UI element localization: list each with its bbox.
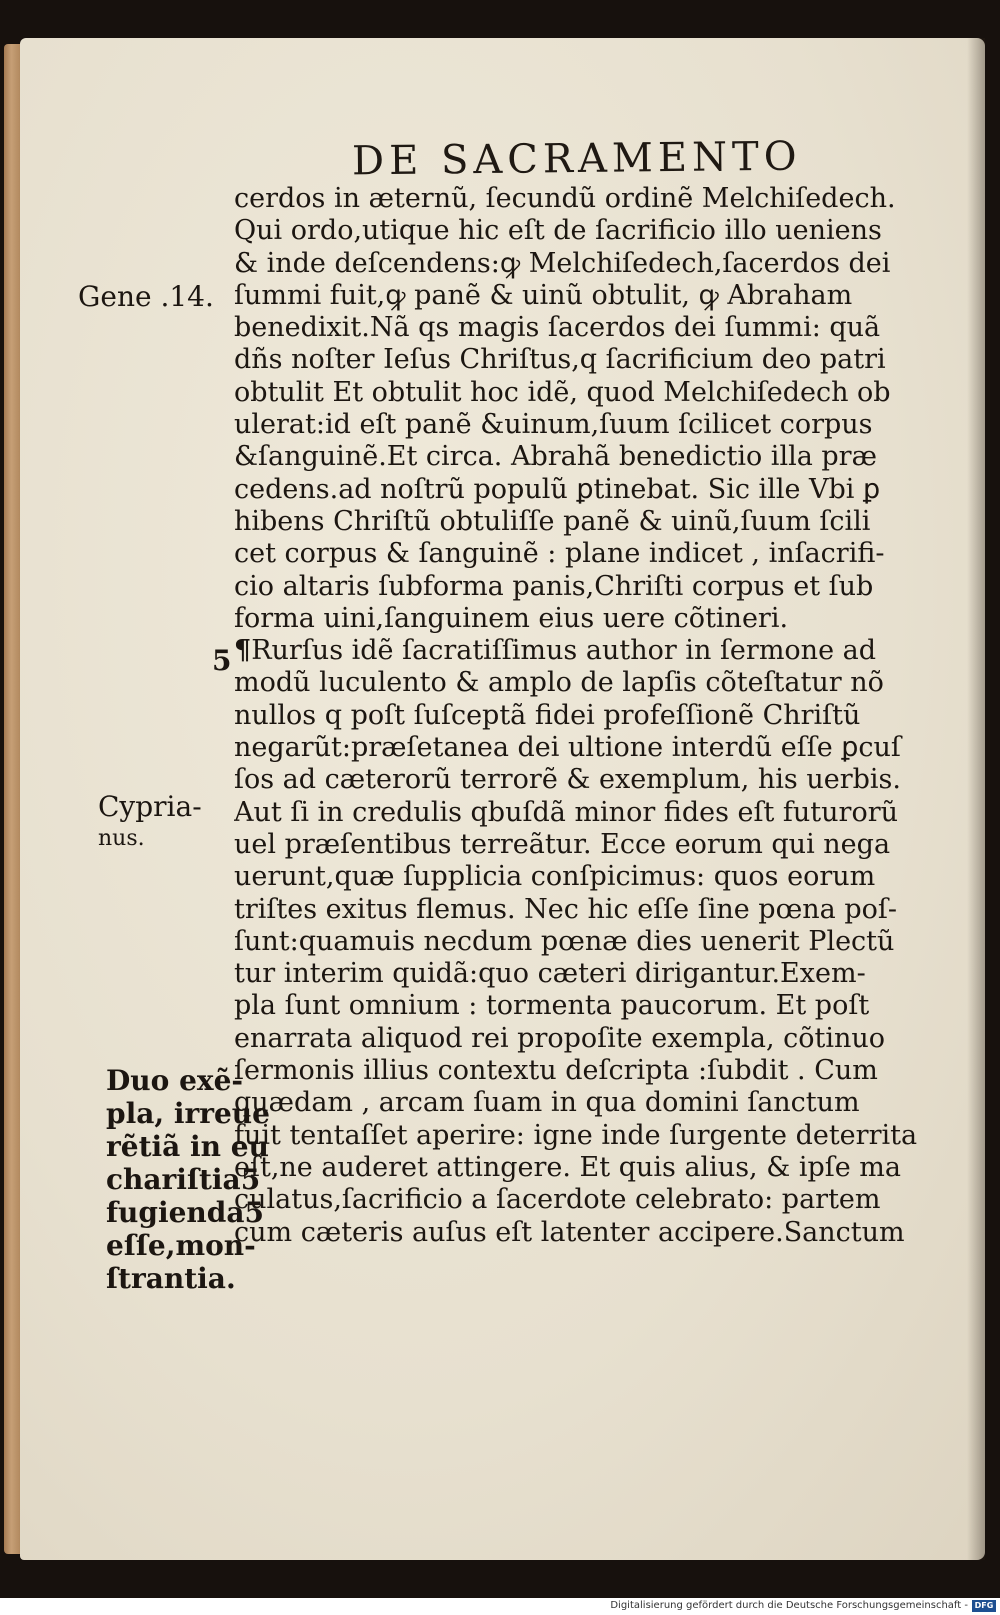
text-line: obtulit Et obtulit hoc idẽ, quod Melchiſedech ob xyxy=(234,376,891,408)
text-line: nullos q poſt ſuſceptã fidei profeſſionẽ Chriſtũ xyxy=(234,699,861,731)
text-line: hibens Chriſtũ obtuliſſe panẽ & uinũ,ſuum ſcili xyxy=(234,505,871,537)
margin-note-duo-1: Duo exẽ- xyxy=(106,1064,244,1097)
text-line: eſt,ne auderet attingere. Et quis alius, & ipſe ma xyxy=(234,1151,902,1183)
margin-note-duo-3: rẽtiã in eu xyxy=(106,1130,269,1163)
text-line-paragraph-start xyxy=(234,635,934,667)
margin-note-duo-5: fugienda5 xyxy=(106,1196,264,1229)
text-line: & inde deſcendens:ꝙ Melchiſedech,ſacerdos dei xyxy=(234,247,891,279)
text-line: pla ſunt omnium : tormenta paucorum. Et poſt xyxy=(234,990,870,1022)
margin-note-duo-6: eſſe,mon- xyxy=(106,1229,256,1262)
text-line: cerdos in æternũ, ſecundũ ordinẽ Melchiſedech. xyxy=(234,183,896,214)
text-line: triſtes exitus flemus. Nec hic eſſe ſine pœna poſ- xyxy=(234,893,898,925)
main-text-block xyxy=(234,183,934,1249)
text-line: dñs noſter Ieſus Chriſtus,q ſacrificium deo patri xyxy=(234,344,886,376)
text-line: enarrata aliquod rei propoſite exempla, cõtinuo xyxy=(234,1022,886,1054)
text-line: cedens.ad noſtrũ populũ ꝑtinebat. Sic ille Vbi ꝑ xyxy=(234,473,881,505)
dfg-logo-icon: DFG xyxy=(972,1600,996,1612)
text-line: tur interim quidã:quo cæteri dirigantur.Exem- xyxy=(234,958,866,990)
page-gutter-shadow xyxy=(967,38,985,1560)
text-line: ſermonis illius contextu deſcripta :ſubdit . Cum xyxy=(234,1055,878,1087)
text-line: culatus,ſacrificio a ſacerdote celebrato: partem xyxy=(234,1184,881,1216)
text-line: Qui ordo,utique hic eſt de ſacrificio illo ueniens xyxy=(234,215,882,247)
section-mark: 5 xyxy=(212,644,232,677)
running-head: DE SACRAMENTO xyxy=(351,133,802,185)
margin-note-cypria-1: Cypria- xyxy=(98,790,202,823)
text-line: ſummi fuit,ꝙ panẽ & uinũ obtulit, ꝙ Abraham xyxy=(234,279,853,311)
text-line: ulerat:id eſt panẽ &uinum,ſuum ſcilicet corpus xyxy=(234,409,873,441)
text-line-content: Rurſus idẽ ſacratiſſimus author in ſermone ad xyxy=(251,635,877,667)
margin-note-duo-7: ſtrantia. xyxy=(106,1262,236,1295)
text-line: ſunt:quamuis necdum pœnæ dies uenerit Plectũ xyxy=(234,925,895,957)
text-line: cio altaris ſubforma panis,Chriſti corpus et ſub xyxy=(234,570,874,602)
digitization-credit: Digitalisierung gefördert durch die Deutsche Forschungsgemeinschaft - xyxy=(610,1600,968,1611)
text-line: benedixit.Nã qs magis ſacerdos dei ſummi: quã xyxy=(234,312,881,344)
text-line: cet corpus & ſanguinẽ : plane indicet , inſacrifi- xyxy=(234,538,885,570)
text-line: uerunt,quæ ſupplicia conſpicimus: quos eorum xyxy=(234,861,876,893)
text-line: forma uini,ſanguinem eius uere cõtineri. xyxy=(234,602,789,634)
pilcrow-mark: ¶ xyxy=(234,635,252,667)
text-line: fuit tentaſſet aperire: igne inde ſurgente deterrita xyxy=(234,1119,918,1151)
text-line: quædam , arcam ſuam in qua domini ſanctum xyxy=(234,1087,860,1119)
margin-note-cypria-2: nus. xyxy=(98,826,145,851)
text-line: ſos ad cæterorũ terrorẽ & exemplum, his uerbis. xyxy=(234,764,901,796)
text-line: negarũt:præſetanea dei ultione interdũ eſſe ꝑcuſ xyxy=(234,732,901,764)
text-line: &ſanguinẽ.Et circa. Abrahã benedictio illa præ xyxy=(234,441,877,473)
margin-note-gene: Gene .14. xyxy=(78,280,214,313)
text-line: modũ luculento & amplo de lapſis cõteſtatur nõ xyxy=(234,667,884,699)
text-line: uel præſentibus terreãtur. Ecce eorum qui nega xyxy=(234,828,891,860)
text-line: Aut ſi in credulis qbuſdã minor fides eſt futurorũ xyxy=(234,796,899,828)
text-line: cum cæteris auſus eſt latenter accipere.Sanctum xyxy=(234,1216,905,1248)
margin-note-duo-4: chariſtia5 xyxy=(106,1163,261,1196)
margin-note-duo-2: pla, irreue xyxy=(106,1097,270,1130)
